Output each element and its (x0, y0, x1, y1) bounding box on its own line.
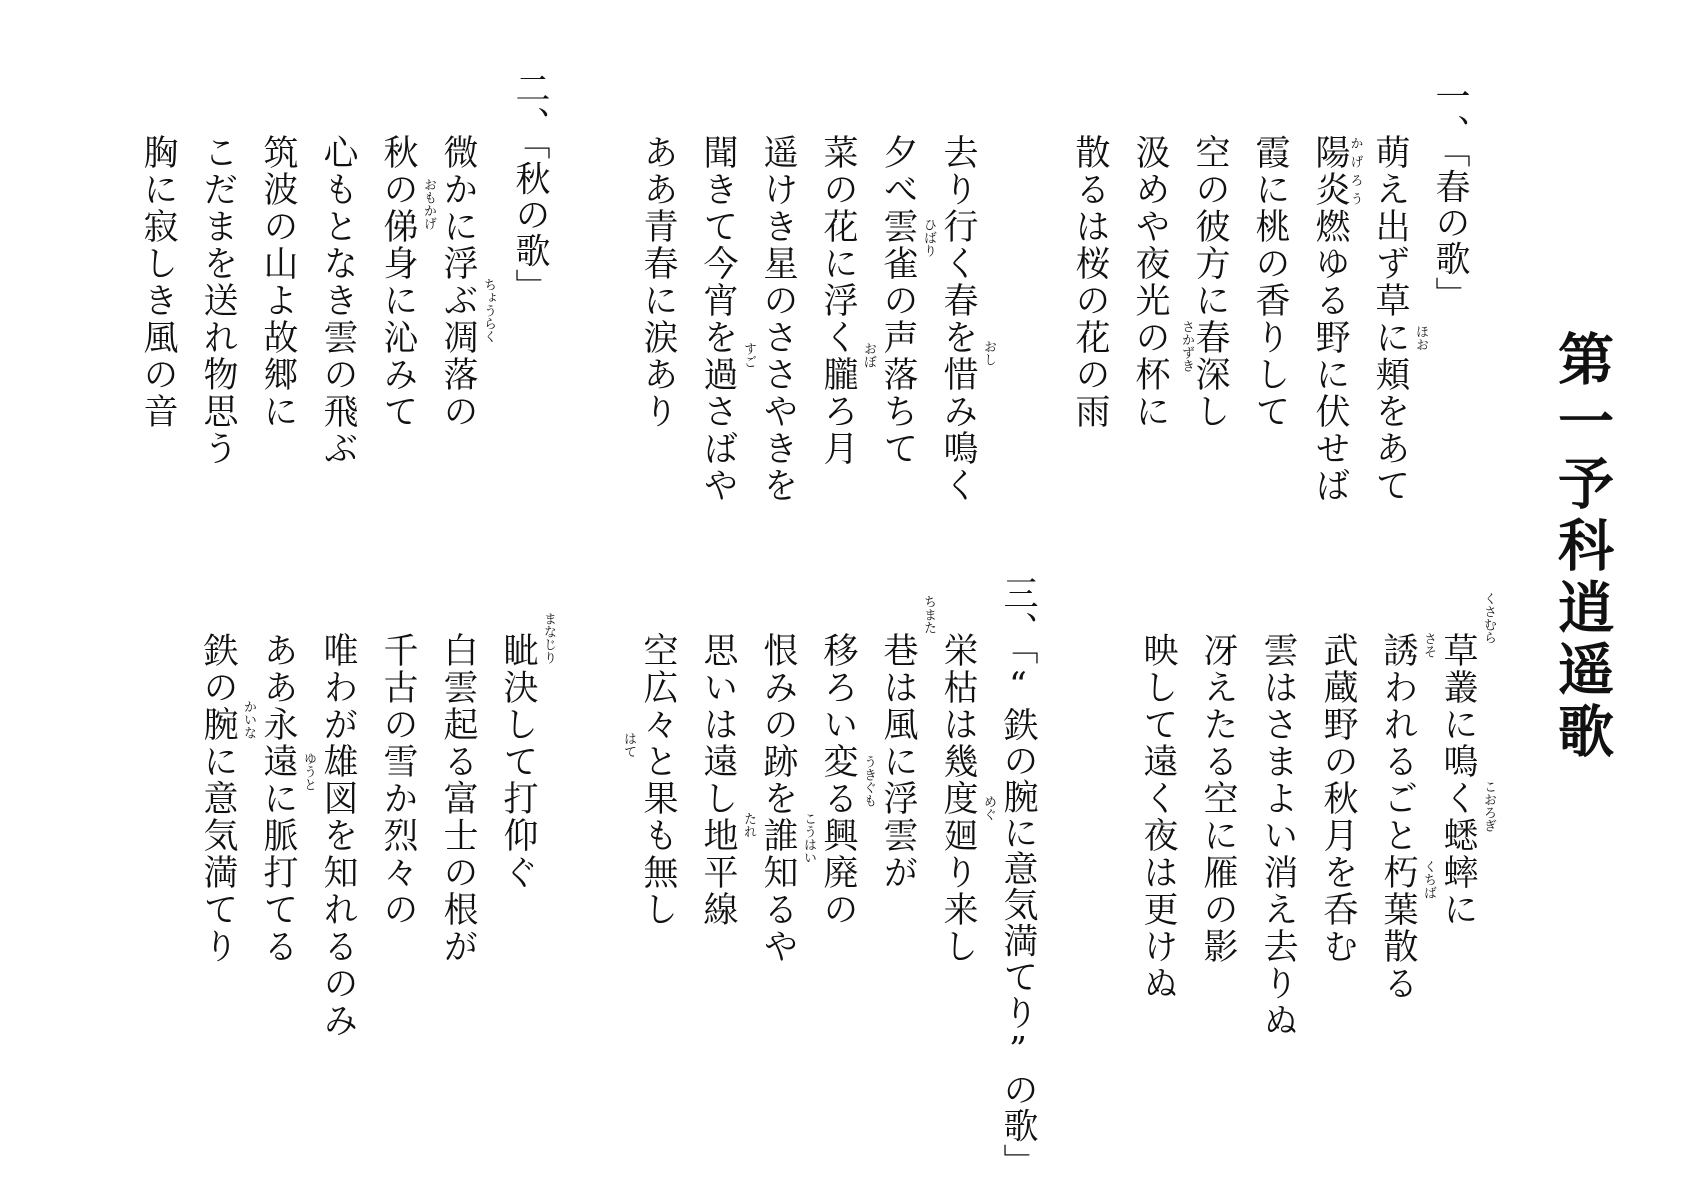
furigana: はて (621, 732, 636, 758)
poem-line: 誘われるごと朽葉散る (1378, 632, 1418, 1002)
poem-line: ああ青春に涙あり (638, 134, 678, 430)
poem-line: 秋の俤身に沁みて (378, 134, 418, 430)
furigana: たれ (741, 812, 756, 838)
poem-line: 遥けき星のささやきを (758, 134, 798, 504)
poem-line: 夕べ雲雀の声落ちて (878, 134, 918, 467)
poem-line: 千古の雪か烈々の (378, 632, 418, 928)
furigana: くさむら (1481, 592, 1496, 644)
poem-line: 巷は風に浮雲が (878, 632, 918, 891)
furigana: ひばり (921, 218, 936, 257)
furigana: まなじり (541, 612, 556, 664)
poem-line: 唯わが雄図を知れるのみ (318, 632, 358, 1039)
poem-line: 萌え出ず草に頬をあて (1370, 134, 1410, 504)
furigana: こおろぎ (1481, 780, 1496, 832)
poem-line: 去り行く春を惜み鳴く (938, 134, 978, 504)
section-heading-autumn: 二、「秋の歌」 (510, 70, 550, 305)
poem-line: 微かに浮ぶ凋落の (438, 134, 478, 430)
section-heading-iron-arm: 三、「“鉄の腕に意気満てり”の歌」 (998, 575, 1038, 1180)
poem-line: 胸に寂しき風の音 (138, 134, 178, 430)
poem-line: こだまを送れ物思う (198, 134, 238, 467)
page-title: 第一予科逍遥歌 (1549, 330, 1615, 764)
poem-line: 筑波の山よ故郷に (258, 134, 298, 430)
poem-line: 空広々と果も無し (638, 632, 678, 928)
furigana: くちば (1421, 860, 1436, 899)
poem-line: 陽炎かげろう燃ゆる野に伏せば (1310, 134, 1363, 504)
poem-line: 恨みの跡を誰知るや (758, 632, 798, 965)
furigana: おし (981, 340, 996, 366)
furigana: すご (741, 342, 756, 368)
furigana: かげろう (1347, 134, 1363, 208)
poem-line: 散るは桜の花の雨 (1070, 134, 1110, 430)
poem-line: 草叢に鳴く蟋蟀に (1438, 632, 1478, 928)
furigana: ほお (1413, 325, 1428, 351)
furigana: こうはい (801, 812, 816, 864)
poem-line: 眦決して打仰ぐ (498, 632, 538, 891)
furigana: ゆうと (301, 752, 316, 791)
poem-line: 思いは遠し地平線 (698, 632, 738, 928)
poem-line: 武蔵野の秋月を呑む (1318, 632, 1358, 965)
poem-line: 移ろい変る興廃の (818, 632, 858, 928)
poem-line: 映して遠く夜は更けぬ (1138, 632, 1178, 1002)
poem-line: 汲めや夜光の杯に (1130, 134, 1170, 430)
section-heading-spring: 一、「春の歌」 (1430, 78, 1470, 313)
furigana: ちまた (921, 595, 936, 634)
poem-line: 白雲起る富士の根が (438, 632, 478, 965)
furigana: さそ (1421, 632, 1436, 658)
poem-line: 鉄の腕に意気満てり (198, 632, 238, 965)
furigana: さかずき (1179, 320, 1194, 372)
furigana: おぼ (861, 342, 876, 368)
poem-line: 栄枯は幾度廻り来し (938, 632, 978, 965)
poem-line: ああ永遠に脈打てる (258, 632, 298, 965)
furigana: ちょうらく (481, 278, 496, 343)
furigana: かいな (241, 700, 256, 739)
furigana: おもかげ (421, 178, 436, 230)
furigana: めぐ (981, 795, 996, 821)
poem-line: 菜の花に浮く朧ろ月 (818, 134, 858, 467)
poem-line: 心もとなき雲の飛ぶ (318, 134, 358, 467)
poem-line: 聞きて今宵を過さばや (698, 134, 738, 504)
poem-line: 雲はさまよい消え去りぬ (1258, 632, 1298, 1039)
poem-line: 霞に桃の香りして (1250, 134, 1290, 430)
furigana: うきぐも (861, 755, 876, 807)
poem-line: 空の彼方に春深し (1190, 134, 1230, 430)
poem-line: 冴えたる空に雁の影 (1198, 632, 1238, 965)
